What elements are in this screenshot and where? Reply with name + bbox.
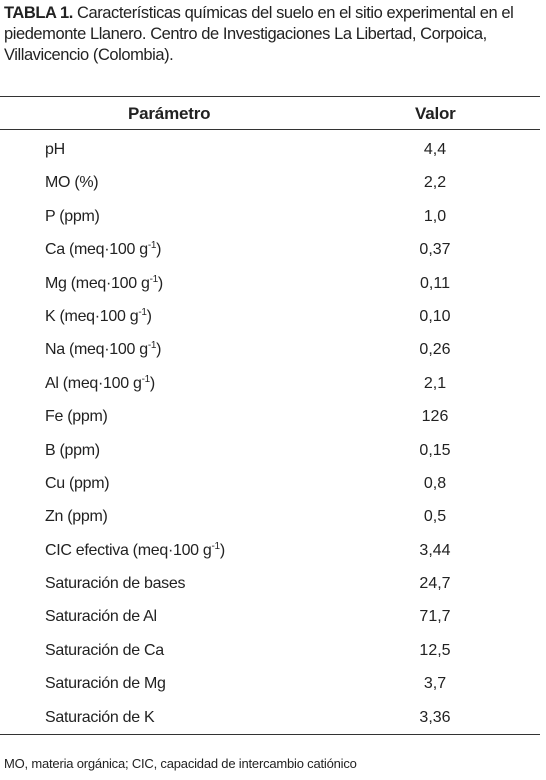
parameter-cell <box>45 241 161 259</box>
parameter-cell <box>45 642 164 660</box>
table-row <box>0 135 540 168</box>
unit-exponent: -1 <box>147 340 157 352</box>
parameter-tail: ) <box>219 541 225 559</box>
value-cell: 12,5 <box>419 641 451 659</box>
value-cell: 3,36 <box>419 708 451 726</box>
parameter-name: MO (%) <box>45 174 99 192</box>
parameter-cell <box>45 508 108 526</box>
parameter-name: B (ppm) <box>45 441 100 459</box>
value-cell: 0,26 <box>419 341 451 359</box>
table-row <box>0 469 540 502</box>
parameter-cell <box>45 608 157 626</box>
parameter-name: Zn (ppm) <box>45 508 108 526</box>
parameter-name: Saturación de Al <box>45 608 157 626</box>
table-caption-text: Características químicas del suelo en el sitio experimental en el piedemonte Llanero. Centro de Investigaciones La Libertad, Corpoica, Villavicencio (Colombia). <box>4 3 514 64</box>
table-top-rule <box>0 96 540 97</box>
parameter-cell <box>45 308 152 326</box>
parameter-cell <box>45 275 163 293</box>
parameter-cell <box>45 709 154 727</box>
table-row <box>0 669 540 702</box>
table-row <box>0 369 540 402</box>
table-row <box>0 502 540 535</box>
unit-exponent: -1 <box>147 240 157 252</box>
value-cell: 3,44 <box>419 541 451 559</box>
value-cell: 4,4 <box>423 141 447 158</box>
parameter-cell <box>45 575 185 593</box>
parameter-cell <box>45 408 108 426</box>
value-cell: 0,37 <box>419 241 451 259</box>
parameter-name: Al (meq·100 g <box>45 374 142 392</box>
parameter-tail: ) <box>146 307 152 325</box>
parameter-cell <box>45 141 65 159</box>
parameter-cell <box>45 208 100 226</box>
table-row <box>0 202 540 235</box>
parameter-name: pH <box>45 141 65 158</box>
table-row <box>0 335 540 368</box>
parameter-name: Cu (ppm) <box>45 474 110 492</box>
value-cell: 2,2 <box>423 174 447 192</box>
header-parameter: Parámetro <box>128 104 211 123</box>
parameter-tail: ) <box>156 341 162 359</box>
value-cell: 2,1 <box>423 374 447 392</box>
table-bottom-rule <box>0 734 540 735</box>
value-cell: 126 <box>421 408 449 426</box>
parameter-name: Saturación de Mg <box>45 675 166 693</box>
parameter-cell <box>45 341 161 359</box>
table-caption-label: TABLA 1. <box>4 3 73 22</box>
parameter-name: Saturación de K <box>45 708 155 726</box>
table-footnote: MO, materia orgánica; CIC, capacidad de intercambio catiónico <box>4 756 357 771</box>
table-body <box>0 135 540 736</box>
parameter-name: Saturación de bases <box>45 575 186 593</box>
parameter-cell <box>45 174 98 192</box>
parameter-name: CIC efectiva (meq·100 g <box>45 541 212 559</box>
unit-exponent: -1 <box>211 540 220 552</box>
table-row <box>0 168 540 201</box>
table-row <box>0 436 540 469</box>
parameter-cell <box>45 675 166 693</box>
parameter-name: Saturación de Ca <box>45 641 164 659</box>
parameter-name: Ca (meq·100 g <box>45 241 148 259</box>
value-cell: 24,7 <box>419 575 451 593</box>
table-row <box>0 269 540 302</box>
value-cell: 1,0 <box>423 207 447 225</box>
parameter-cell <box>45 475 109 493</box>
value-cell: 3,7 <box>423 675 447 693</box>
value-cell: 0,15 <box>419 441 451 459</box>
unit-exponent: -1 <box>138 306 147 318</box>
parameter-name: K (meq·100 g <box>45 307 139 325</box>
value-cell: 0,10 <box>419 307 451 325</box>
parameter-tail: ) <box>149 374 155 392</box>
parameter-name: Na (meq·100 g <box>45 341 148 359</box>
table-row <box>0 302 540 335</box>
unit-exponent: -1 <box>149 273 158 285</box>
parameter-name: Fe (ppm) <box>45 408 108 426</box>
parameter-tail: ) <box>157 274 163 292</box>
parameter-tail: ) <box>156 241 162 259</box>
table-header-rule <box>0 129 540 130</box>
value-cell: 0,8 <box>423 474 447 492</box>
table-row <box>0 703 540 736</box>
table-row <box>0 235 540 268</box>
parameter-cell <box>45 375 155 393</box>
table-row <box>0 402 540 435</box>
parameter-cell <box>45 542 225 560</box>
value-cell: 0,11 <box>420 274 450 292</box>
table-row <box>0 602 540 635</box>
header-value: Valor <box>415 104 456 123</box>
table-caption <box>4 2 526 65</box>
value-cell: 71,7 <box>419 608 451 626</box>
table-row <box>0 636 540 669</box>
table-row <box>0 569 540 602</box>
value-cell: 0,5 <box>423 508 447 526</box>
parameter-name: P (ppm) <box>45 207 100 225</box>
parameter-name: Mg (meq·100 g <box>45 274 150 292</box>
unit-exponent: -1 <box>141 373 150 385</box>
parameter-cell <box>45 442 100 460</box>
table-row <box>0 536 540 569</box>
